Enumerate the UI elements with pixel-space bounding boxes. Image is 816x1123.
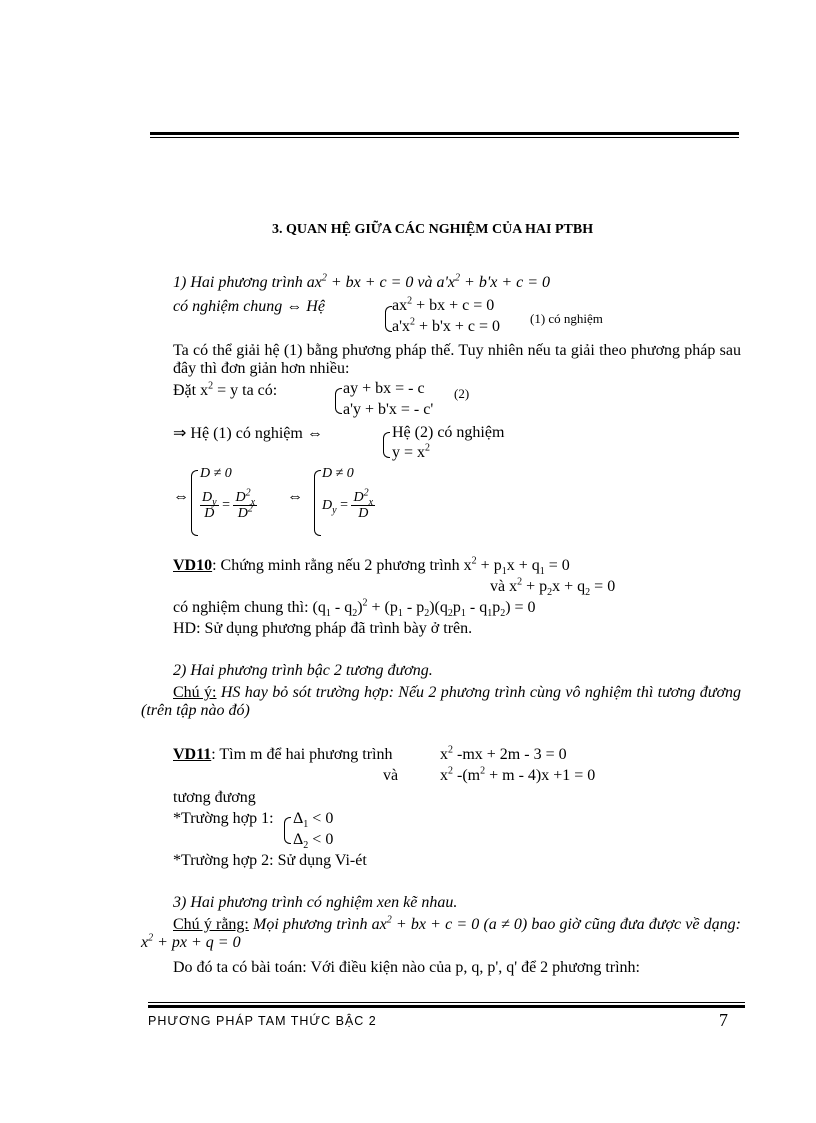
cond2-line2: $D_y$ = $\frac{D^2_x}{D}$ (322, 487, 374, 521)
cond2-brace (314, 470, 321, 536)
section-title: 3. QUAN HỆ GIỮA CÁC NGHIỆM CỦA HAI PTBH (272, 222, 594, 237)
vd11-eq1: $x^2$ -mx + 2m - 3 = 0 (440, 744, 567, 763)
frac-dy-over-d: $\frac{D_y}{D}$ (202, 490, 217, 521)
s1-paragraph: Ta có thể giải hệ (1) bằng phương pháp thế. Tuy nhiên nếu ta giải theo phương pháp sau đây thì đơn giản hơn nhiều: (173, 342, 741, 377)
equiv-symbol-2: ⇔ (287, 488, 303, 505)
system1-brace (385, 306, 392, 332)
system1-label: (1) có nghiệm (530, 311, 603, 326)
case1-delta1: $\Delta_1 < 0$ (293, 810, 334, 831)
page-number: 7 (719, 1010, 728, 1030)
s3-last-line: Do đó ta có bài toán: Với điều kiện nào của p, q, p', q' để 2 phương trình: (173, 959, 640, 976)
system1-eq2: $a'x^2 + b'x + c = 0$ (392, 316, 501, 335)
footer-rule-thin (148, 1002, 745, 1003)
system1-eq1: $ax^2$ + bx + c = 0 (392, 295, 495, 314)
system3-brace (383, 432, 390, 458)
s2-heading: 2) Hai phương trình bậc 2 tương đương. (173, 662, 433, 679)
system3-eq2: $y = x^2$ (392, 442, 431, 461)
vd10-label: VD10 (173, 557, 213, 574)
s3-heading: 3) Hai phương trình có nghiệm xen kẽ nhau. (173, 894, 458, 911)
s2-note: Chú ý: HS hay bỏ sót trường hợp: Nếu 2 phương trình cùng vô nghiệm thì tương đương (trên tập nào đó) (141, 684, 741, 719)
vd10-line2: và $x^2 + p_2x + q_2 = 0$ (490, 576, 616, 599)
implies-line: ⇒ Hệ (1) có nghiệm ⇔ (173, 425, 323, 442)
header-rule-thin (150, 137, 739, 138)
cond1-brace (191, 470, 198, 536)
system2-label: (2) (454, 386, 470, 401)
cond1-line1: D ≠ 0 (200, 466, 232, 481)
system2-eq1: ay + bx = - c (343, 380, 425, 397)
case2-label: *Trường hợp 2: Sử dụng Vi-ét (173, 852, 367, 869)
vd11-and: và (383, 767, 399, 784)
vd11-label: VD11 (173, 746, 212, 763)
footer-title: PHƯƠNG PHÁP TAM THỨC BẬC 2 (148, 1014, 377, 1028)
vd11-line1: VD11: Tìm m để hai phương trình (173, 746, 393, 763)
case1-delta2: $\Delta_2 < 0$ (293, 831, 334, 852)
system2-eq2: a'y + b'x = - c' (343, 401, 434, 418)
system3-eq1: Hệ (2) có nghiệm (392, 424, 505, 441)
frac-dx2-over-d: $\frac{D^2_x}{D}$ (353, 487, 374, 521)
substitution-line: Đặt $x^2 = y$ ta có: (173, 380, 278, 399)
vd11-eq2: $x^2$ $-(m^2 + m - 4)x +1 = 0$ (440, 765, 596, 784)
vd10-line1: VD10: Chứng minh rằng nếu 2 phương trình $x^2 + p_1x + q_1 = 0$ (173, 555, 570, 578)
vd10-hint: HD: Sử dụng phương pháp đã trình bày ở trên. (173, 620, 473, 637)
system2-brace (335, 388, 342, 414)
vd10-line3: có nghiệm chung thì: $(q_1 - q_2)^2 + (p_1 - p_2)(q_2p_1 - q_1p_2) = 0$ (173, 597, 536, 620)
case1-brace (284, 817, 291, 844)
s1-line2: có nghiệm chung ⇔ Hệ (173, 298, 325, 315)
vd11-equivalent: tương đương (173, 789, 256, 806)
s3-note: Chú ý rằng: Mọi phương trình $ax^2$ + bx + c = 0 (a ≠ 0) bao giờ cũng đưa được về dạng: $x^2$ + px + q = 0 (141, 914, 741, 951)
header-rule-thick (150, 132, 739, 135)
s1-heading: 1) Hai phương trình $ax^2$ + bx + c = 0 và $a'x^2 + b'x + c = 0$ (173, 272, 551, 291)
cond2-line1: D ≠ 0 (322, 466, 354, 481)
cond1-line2: $\frac{D_y}{D}$ = $\frac{D^2_x}{D^2}$ (202, 487, 256, 521)
frac-dx2-over-d2: $\frac{D^2_x}{D^2}$ (235, 487, 256, 521)
equiv-symbol-1: ⇔ (173, 488, 189, 505)
footer-rule-thick (148, 1005, 745, 1008)
case1-label: *Trường hợp 1: (173, 810, 274, 827)
